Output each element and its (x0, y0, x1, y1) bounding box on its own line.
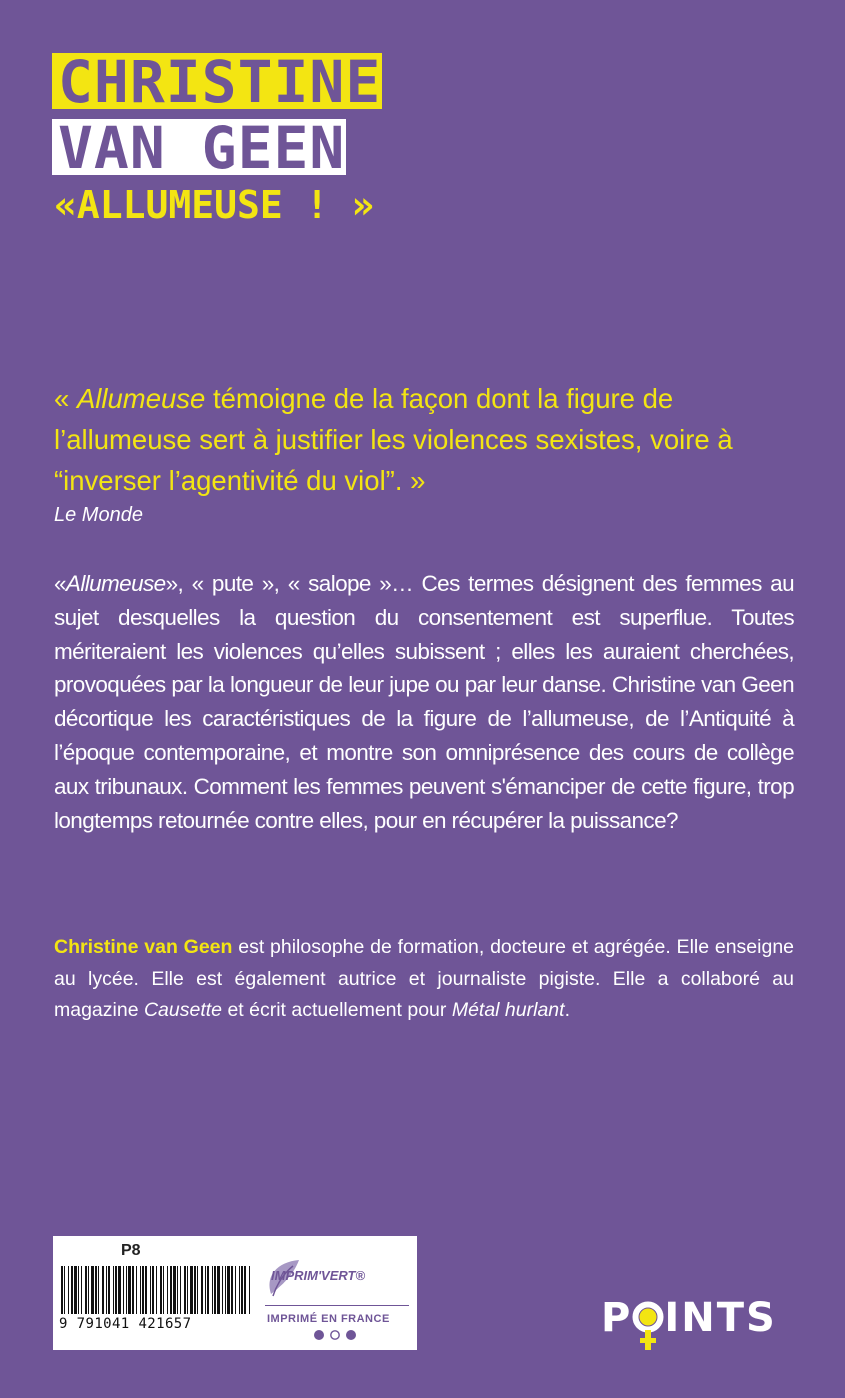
isbn-number: 9 791041 421657 (59, 1316, 192, 1332)
quote-source: Le Monde (54, 504, 143, 526)
bio-text-1: est philosophe de formation, docteure et agrégée. Elle enseigne au lycée. Elle est également autrice et journaliste pigiste. Elle a collaboré au magazine (54, 936, 795, 1021)
printed-in-france: IMPRIMÉ EN FRANCE (267, 1313, 390, 1325)
imprim-vert-name: IMPRIM'VERT® (271, 1268, 366, 1283)
summary-emphasis: Allumeuse (65, 571, 166, 596)
summary-open: « (54, 571, 66, 596)
bio-magazine: Causette (143, 999, 223, 1021)
press-quote (54, 378, 784, 501)
quote-open: « (54, 383, 77, 414)
barcode-icon (59, 1266, 255, 1316)
price-code: P8 (121, 1242, 141, 1259)
summary-text: », « pute », « salope »… Ces termes désignent des femmes au sujet desquelles la question du consentement est superflue. Toutes mériteraient les violences qu’elles subissent ; elles les auraient cherchées, provoquées par la longueur de leur jupe ou par leur danse. Christine van Geen décortique les caractéristiques de la figure de l’allumeuse, de l’Antiquité à l’époque contemporaine, et montre son omniprésence des cours de collège aux tribunaux. Comment les femmes peuvent s'émanciper de cette figure, trop longtemps retournée contre elles, pour en récupérer la puissance? (54, 571, 794, 833)
imprim-divider (265, 1305, 409, 1306)
author-first-name: CHRISTINE (52, 53, 382, 109)
imprim-vert-logo (259, 1256, 409, 1344)
points-publisher-logo (601, 1295, 777, 1353)
book-summary (54, 567, 794, 837)
points-logo-p: P (601, 1295, 633, 1341)
barcode-panel (53, 1236, 417, 1350)
points-logo-ints: INTS (664, 1295, 777, 1341)
quote-text: témoigne de la façon dont la figure de l’allumeuse sert à justifier les violences sexistes, voire à “inverser l’agentivité du viol”. » (54, 383, 733, 496)
dots-icon (313, 1329, 361, 1341)
bio-magazine-2: Métal hurlant (451, 999, 565, 1021)
author-last-name: VAN GEEN (52, 119, 346, 175)
book-title: «ALLUMEUSE ! » (54, 183, 375, 227)
bio-text-2: et écrit actuellement pour (222, 999, 452, 1021)
quote-emphasis: Allumeuse (76, 383, 206, 414)
author-bio (54, 932, 794, 1027)
bio-author-name: Christine van Geen (54, 936, 233, 958)
bio-text-3: . (564, 999, 570, 1021)
venus-o-icon (632, 1297, 664, 1353)
